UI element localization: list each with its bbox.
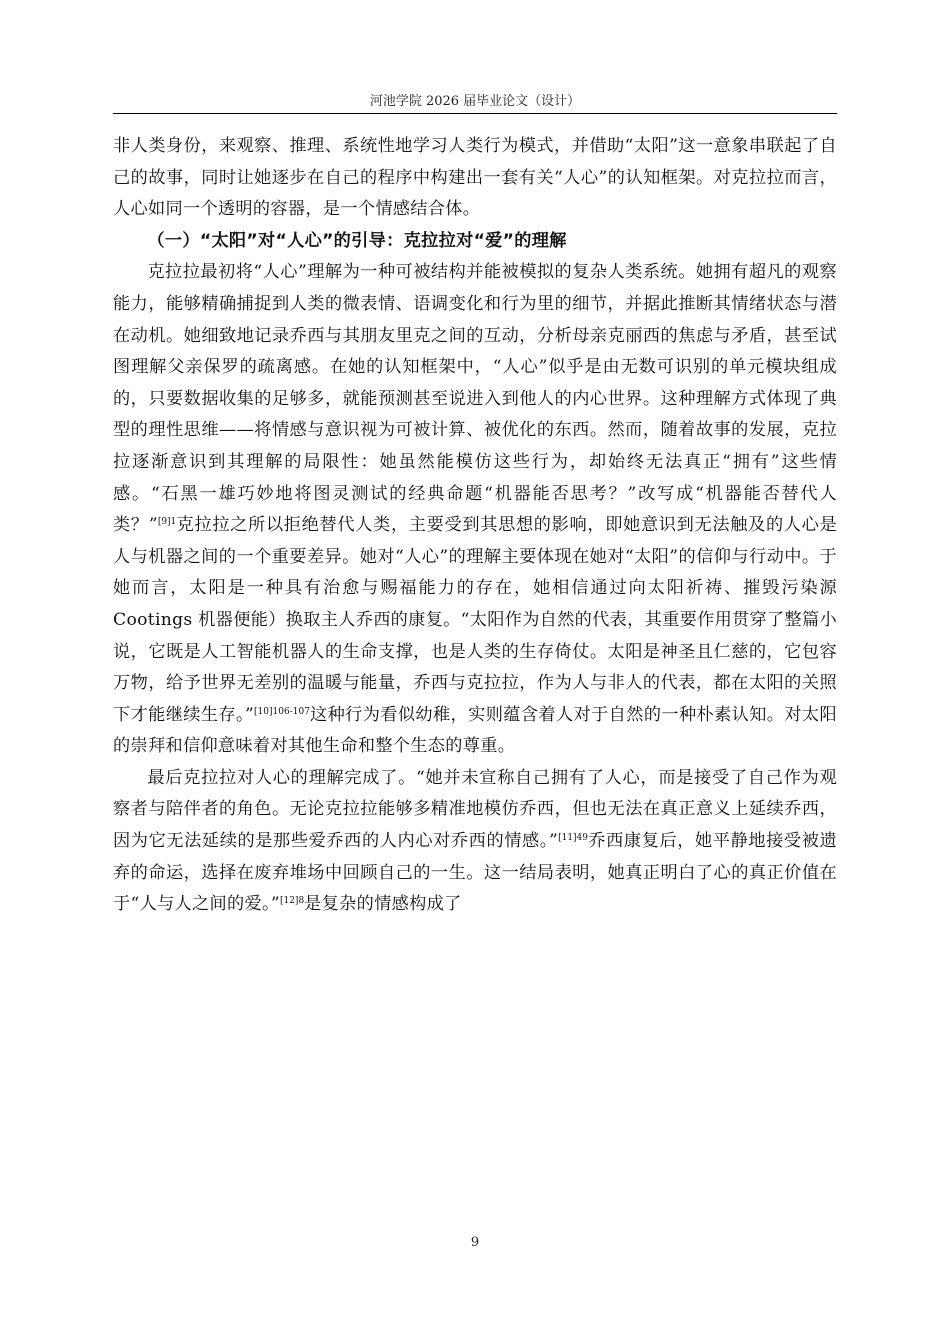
paragraph-2-text-a: 最后克拉拉对人心的理解完成了。“她并未宣称自己拥有了人心，而是接受了自己作为观察者与陪伴者的角色。无论克拉拉能够多精准地模仿乔西，但也无法在真正意义上延续乔西，因为它无法延续的是那些爱乔西的人内心对乔西的情感。” [113,767,837,852]
running-header: 河池学院 2026 届毕业论文（设计） [369,94,581,109]
body-text [113,131,837,921]
citation-11: [11]49 [558,833,589,844]
paragraph-1-text-b: 克拉拉之所以拒绝替代人类，主要受到其思想的影响，即她意识到无法触及的人心是人与机器之间的一个重要差异。她对“人心”的理解主要体现在她对“太阳”的信仰与行动中。于她而言，太阳是一种具有治愈与赐福能力的存在，她相信通过向太阳祈祷、摧毁污染源 Cootings 机器便能）换取主人乔西的康复。“太阳作为自然的代表，其重要作用贯穿了整篇小说，它既是人工智能机器人的生命支撑，也是人类的生存倚仗。太阳是神圣且仁慈的，它包容万物，给予世界无差别的温暖与能量，乔西与克拉拉，作为人与非人的代表，都在太阳的关照下才能继续生存。” [113,515,838,725]
paragraph-1 [113,257,837,763]
citation-9: [9]1 [157,517,177,528]
paragraph-2-text-c: 是复杂的情感构成了 [304,894,462,915]
page-number: 9 [470,1235,480,1250]
citation-10: [10]106-107 [254,706,310,717]
section-heading: （一）“太阳”对“人心”的引导：克拉拉对“爱”的理解 [147,230,567,251]
intro-paragraph: 非人类身份，来观察、推理、系统性地学习人类行为模式，并借助“太阳”这一意象串联起了自己的故事，同时让她逐步在自己的程序中构建出一套有关“人心”的认知框架。对克拉拉而言，人心如同一个透明的容器，是一个情感结合体。 [113,136,837,220]
paragraph-1-text-c: 这种行为看似幼稚，实则蕴含着人对于自然的一种朴素认知。对太阳的崇拜和信仰意味着对其他生命和整个生态的尊重。 [113,704,837,757]
paragraph-2-text-b: 乔西康复后，她平静地接受被遗弃的命运，选择在废弃堆场中回顾自己的一生。这一结局表明，她真正明白了心的真正价值在于“人与人之间的爱。” [113,831,837,915]
citation-12: [12]8 [279,896,305,907]
header-rule [113,113,837,114]
paragraph-2 [113,763,837,921]
paragraph-1-text-a: 克拉拉最初将“人心”理解为一种可被结构并能被模拟的复杂人类系统。她拥有超凡的观察能力，能够精确捕捉到人类的微表情、语调变化和行为里的细节，并据此推断其情绪状态与潜在动机。她细致地记录乔西与其朋友里克之间的互动，分析母亲克丽西的焦虑与矛盾，甚至试图理解父亲保罗的疏离感。在她的认知框架中，“人心”似乎是由无数可识别的单元模块组成的，只要数据收集的足够多，就能预测甚至说进入到他人的内心世界。这种理解方式体现了典型的理性思维——将情感与意识视为可被计算、被优化的东西。然而，随着故事的发展，克拉拉逐渐意识到其理解的局限性：她虽然能模仿这些行为，却始终无法真正“拥有”这些情感。“石黑一雄巧妙地将图灵测试的经典命题“机器能否思考？”改写成“机器能否替代人类？” [113,262,837,536]
